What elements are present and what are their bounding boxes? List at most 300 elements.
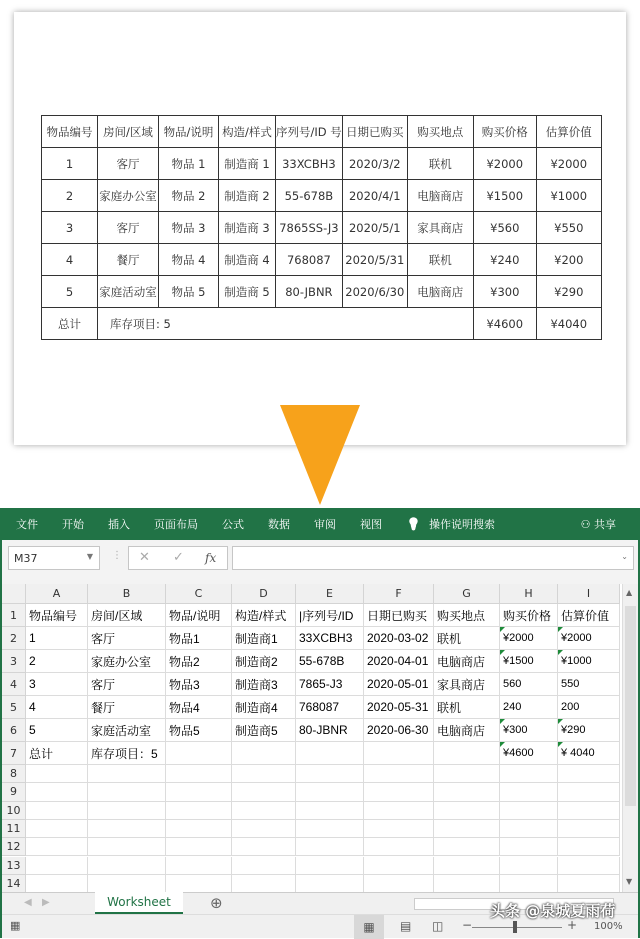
cell-E3[interactable]: [296, 650, 364, 673]
total-value: ¥4040: [536, 308, 601, 340]
cell-B13[interactable]: [88, 857, 166, 875]
total-row: [42, 308, 602, 340]
error-indicator-icon: [500, 742, 505, 747]
column-header-C[interactable]: C: [166, 584, 232, 604]
cell-E5[interactable]: [296, 696, 364, 719]
excel-window: [0, 508, 640, 938]
error-indicator-icon: [558, 627, 563, 632]
cell-A2[interactable]: [26, 627, 88, 650]
cell-E10[interactable]: [296, 802, 364, 820]
cell-G11[interactable]: [434, 820, 500, 838]
cell-I9[interactable]: [558, 783, 620, 801]
cell-D6[interactable]: [232, 719, 296, 742]
table-cell: 制造商 3: [219, 212, 276, 244]
zoom-level: 100%: [594, 921, 623, 932]
table-cell: ¥240: [473, 244, 536, 276]
cell-F12[interactable]: [364, 838, 434, 856]
cell-value: 制造商4: [235, 700, 278, 715]
cell-D10[interactable]: [232, 802, 296, 820]
table-cell: 电脑商店: [407, 276, 473, 308]
cell-value: 家庭办公室: [91, 654, 152, 669]
cell-B14[interactable]: [88, 875, 166, 893]
column-header: 构造/样式: [219, 116, 276, 148]
column-header: 估算价值: [536, 116, 601, 148]
cell-C7[interactable]: [166, 742, 232, 765]
cell-value: 5: [29, 723, 36, 737]
cell-A9[interactable]: [26, 783, 88, 801]
column-header: 购买地点: [407, 116, 473, 148]
column-header: 房间/区域: [98, 116, 159, 148]
cell-D14[interactable]: [232, 875, 296, 893]
table-cell: ¥550: [536, 212, 601, 244]
cell-C11[interactable]: [166, 820, 232, 838]
table-cell: ¥290: [536, 276, 601, 308]
cell-H12[interactable]: [500, 838, 558, 856]
document-preview: [14, 12, 626, 445]
cell-value: 物品3: [169, 677, 200, 692]
cell-I5[interactable]: [558, 696, 620, 719]
cell-value: 物品1: [169, 631, 200, 646]
cell-F9[interactable]: [364, 783, 434, 801]
cell-E9[interactable]: [296, 783, 364, 801]
cell-F7[interactable]: [364, 742, 434, 765]
cell-E6[interactable]: [296, 719, 364, 742]
cell-G6[interactable]: [434, 719, 500, 742]
row-header-7[interactable]: 7: [2, 742, 26, 765]
watermark: 头条 @泉城夏雨荷: [490, 902, 616, 920]
cell-value: 2020-05-31: [367, 700, 429, 714]
column-header: 购买价格: [473, 116, 536, 148]
table-cell: ¥1000: [536, 180, 601, 212]
cell-H4[interactable]: [500, 673, 558, 696]
add-sheet-icon[interactable]: ⊕: [210, 894, 223, 912]
row-header-5[interactable]: 5: [2, 696, 26, 719]
error-indicator-icon: [500, 650, 505, 655]
cell-value: 制造商2: [235, 654, 278, 669]
cell-value: 库存项目：5: [91, 746, 158, 761]
cell-G14[interactable]: [434, 875, 500, 893]
ribbon-tab[interactable]: 审阅: [314, 518, 336, 531]
zoom-in-icon[interactable]: +: [567, 918, 578, 932]
table-cell: 家庭活动室: [98, 276, 159, 308]
normal-view-icon[interactable]: ▦: [354, 915, 384, 939]
cell-C14[interactable]: [166, 875, 232, 893]
cell-E8[interactable]: [296, 765, 364, 783]
cell-value: 768087: [299, 700, 340, 714]
cell-F8[interactable]: [364, 765, 434, 783]
column-header: 序列号/ID 号: [276, 116, 343, 148]
column-header-F[interactable]: F: [364, 584, 434, 604]
table-row: [42, 276, 602, 308]
cell-B5[interactable]: [88, 696, 166, 719]
lightbulb-icon[interactable]: 💡: [406, 517, 421, 531]
cell-C6[interactable]: [166, 719, 232, 742]
table-cell: 2020/4/1: [342, 180, 407, 212]
cell-H11[interactable]: [500, 820, 558, 838]
cell-G5[interactable]: [434, 696, 500, 719]
cell-E7[interactable]: [296, 742, 364, 765]
cell-D4[interactable]: [232, 673, 296, 696]
column-header-D[interactable]: D: [232, 584, 296, 604]
cell-B10[interactable]: [88, 802, 166, 820]
cell-B11[interactable]: [88, 820, 166, 838]
table-row: [42, 212, 602, 244]
cell-I7[interactable]: [558, 742, 620, 765]
cell-value: ¥1500: [503, 655, 534, 667]
cell-A13[interactable]: [26, 857, 88, 875]
cell-value: 家具商店: [437, 677, 486, 692]
cell-value: ¥1000: [561, 655, 592, 667]
cell-A3[interactable]: [26, 650, 88, 673]
cell-D9[interactable]: [232, 783, 296, 801]
cell-I11[interactable]: [558, 820, 620, 838]
cell-value: 家庭活动室: [91, 723, 152, 738]
table-cell: ¥2000: [536, 148, 601, 180]
cell-C8[interactable]: [166, 765, 232, 783]
column-header-G[interactable]: G: [434, 584, 500, 604]
cell-A4[interactable]: [26, 673, 88, 696]
row-header-8[interactable]: 8: [2, 765, 26, 783]
row-header-10[interactable]: 10: [2, 802, 26, 820]
cell-F2[interactable]: [364, 627, 434, 650]
scroll-down-icon[interactable]: ▼: [626, 877, 633, 886]
cell-G8[interactable]: [434, 765, 500, 783]
cell-C1[interactable]: [166, 604, 232, 627]
table-cell: 2: [42, 180, 98, 212]
cell-D7[interactable]: [232, 742, 296, 765]
row-header-12[interactable]: 12: [2, 838, 26, 856]
cell-I12[interactable]: [558, 838, 620, 856]
table-cell: 33XCBH3: [276, 148, 343, 180]
cancel-icon[interactable]: ✕: [139, 550, 150, 565]
scroll-thumb[interactable]: [625, 606, 636, 806]
cell-F6[interactable]: [364, 719, 434, 742]
cell-C2[interactable]: [166, 627, 232, 650]
cell-F14[interactable]: [364, 875, 434, 893]
cell-H9[interactable]: [500, 783, 558, 801]
cell-D8[interactable]: [232, 765, 296, 783]
table-cell: 55-678B: [276, 180, 343, 212]
cell-F11[interactable]: [364, 820, 434, 838]
table-cell: 768087: [276, 244, 343, 276]
zoom-slider-thumb[interactable]: [513, 921, 517, 933]
table-cell: 联机: [407, 244, 473, 276]
cell-I2[interactable]: [558, 627, 620, 650]
cell-B7[interactable]: [88, 742, 166, 765]
cell-E13[interactable]: [296, 857, 364, 875]
cell-value: ¥2000: [561, 632, 592, 644]
cell-I1[interactable]: [558, 604, 620, 627]
cell-D3[interactable]: [232, 650, 296, 673]
cell-G9[interactable]: [434, 783, 500, 801]
formula-input[interactable]: [232, 546, 634, 570]
cell-G13[interactable]: [434, 857, 500, 875]
formula-buttons: [128, 546, 228, 570]
cell-value: 构造/样式: [235, 608, 287, 623]
cell-I3[interactable]: [558, 650, 620, 673]
cell-D13[interactable]: [232, 857, 296, 875]
select-all-corner[interactable]: [2, 584, 26, 604]
cell-H1[interactable]: [500, 604, 558, 627]
cell-value: 制造商5: [235, 723, 278, 738]
zoom-out-icon[interactable]: −: [462, 918, 473, 932]
table-cell: 物品 3: [159, 212, 219, 244]
table-cell: 制造商 5: [219, 276, 276, 308]
ribbon-tab[interactable]: 插入: [108, 518, 130, 531]
cell-D11[interactable]: [232, 820, 296, 838]
table-cell: 制造商 4: [219, 244, 276, 276]
cell-H6[interactable]: [500, 719, 558, 742]
cell-E12[interactable]: [296, 838, 364, 856]
cell-C3[interactable]: [166, 650, 232, 673]
cell-C12[interactable]: [166, 838, 232, 856]
cell-A6[interactable]: [26, 719, 88, 742]
cell-value: 餐厅: [91, 700, 116, 715]
cell-value: 物品/说明: [169, 608, 221, 623]
cell-value: 2020-04-01: [367, 654, 429, 668]
column-header-A[interactable]: A: [26, 584, 88, 604]
cell-value: 联机: [437, 700, 462, 715]
ribbon-tab[interactable]: 数据: [268, 518, 290, 531]
cell-value: 80-JBNR: [299, 723, 348, 737]
chevron-down-icon[interactable]: ▼: [86, 552, 93, 561]
row-header-3[interactable]: 3: [2, 650, 26, 673]
ribbon-tab[interactable]: 开始: [62, 518, 84, 531]
person-icon: ⚇: [580, 518, 594, 531]
cell-H3[interactable]: [500, 650, 558, 673]
table-cell: ¥1500: [473, 180, 536, 212]
table-cell: 制造商 2: [219, 180, 276, 212]
cell-H14[interactable]: [500, 875, 558, 893]
table-cell: 客厅: [98, 148, 159, 180]
cell-I6[interactable]: [558, 719, 620, 742]
table-cell: 7865SS-J3: [276, 212, 343, 244]
cell-A1[interactable]: [26, 604, 88, 627]
sheet-tab-worksheet[interactable]: Worksheet: [95, 892, 183, 914]
cell-H2[interactable]: [500, 627, 558, 650]
cell-D2[interactable]: [232, 627, 296, 650]
cell-C10[interactable]: [166, 802, 232, 820]
row-header-13[interactable]: 13: [2, 857, 26, 875]
cell-value: 2020-06-30: [367, 723, 429, 737]
cell-B8[interactable]: [88, 765, 166, 783]
row-header-14[interactable]: 14: [2, 875, 26, 893]
column-header-H[interactable]: H: [500, 584, 558, 604]
cell-value: 联机: [437, 631, 462, 646]
inventory-table: [41, 115, 602, 340]
cell-E14[interactable]: [296, 875, 364, 893]
total-price: ¥4600: [473, 308, 536, 340]
table-cell: 80-JBNR: [276, 276, 343, 308]
table-cell: 2020/5/31: [342, 244, 407, 276]
cell-value: ¥ 4040: [561, 747, 595, 759]
row-header-9[interactable]: 9: [2, 783, 26, 801]
cell-H8[interactable]: [500, 765, 558, 783]
error-indicator-icon: [558, 719, 563, 724]
cell-I13[interactable]: [558, 857, 620, 875]
cell-value: |序列号/ID: [299, 608, 354, 623]
cell-F5[interactable]: [364, 696, 434, 719]
cell-C5[interactable]: [166, 696, 232, 719]
column-header-I[interactable]: I: [558, 584, 620, 604]
row-header-2[interactable]: 2: [2, 627, 26, 650]
cell-value: ¥2000: [503, 632, 534, 644]
cell-value: 物品4: [169, 700, 200, 715]
ribbon-tab[interactable]: 页面布局: [154, 518, 198, 531]
cell-B12[interactable]: [88, 838, 166, 856]
cell-H10[interactable]: [500, 802, 558, 820]
cell-E11[interactable]: [296, 820, 364, 838]
table-header-row: [42, 116, 602, 148]
page-break-icon[interactable]: ◫: [432, 919, 444, 933]
table-cell: 物品 4: [159, 244, 219, 276]
cell-H5[interactable]: [500, 696, 558, 719]
table-cell: 电脑商店: [407, 180, 473, 212]
cell-C13[interactable]: [166, 857, 232, 875]
cell-E1[interactable]: [296, 604, 364, 627]
cell-B4[interactable]: [88, 673, 166, 696]
cell-G2[interactable]: [434, 627, 500, 650]
cell-H13[interactable]: [500, 857, 558, 875]
expand-icon[interactable]: ⌄: [621, 552, 628, 561]
cell-value: 3: [29, 677, 36, 691]
table-cell: 家具商店: [407, 212, 473, 244]
cell-B3[interactable]: [88, 650, 166, 673]
table-cell: 2020/5/1: [342, 212, 407, 244]
cell-B6[interactable]: [88, 719, 166, 742]
column-header-B[interactable]: B: [88, 584, 166, 604]
cell-G1[interactable]: [434, 604, 500, 627]
check-icon[interactable]: ✓: [173, 550, 184, 565]
cell-value: 物品2: [169, 654, 200, 669]
page-layout-icon[interactable]: ▤: [400, 919, 412, 933]
cell-G7[interactable]: [434, 742, 500, 765]
function-icon[interactable]: fx: [205, 551, 217, 565]
cell-B2[interactable]: [88, 627, 166, 650]
cell-value: 日期已购买: [367, 608, 428, 623]
next-sheet-icon[interactable]: ▶: [42, 897, 50, 908]
cell-C9[interactable]: [166, 783, 232, 801]
cell-value: ¥290: [561, 724, 586, 736]
table-cell: 制造商 1: [219, 148, 276, 180]
cell-value: 客厅: [91, 631, 116, 646]
cell-value: 购买地点: [437, 608, 486, 623]
cell-F4[interactable]: [364, 673, 434, 696]
cell-A7[interactable]: [26, 742, 88, 765]
down-arrow-icon: [280, 405, 360, 505]
cell-value: 2020-03-02: [367, 631, 429, 645]
row-header-4[interactable]: 4: [2, 673, 26, 696]
cell-value: 物品5: [169, 723, 200, 738]
cell-value: 4: [29, 700, 36, 714]
cell-F3[interactable]: [364, 650, 434, 673]
ribbon-tab[interactable]: 文件: [16, 518, 38, 531]
cell-E4[interactable]: [296, 673, 364, 696]
cell-value: 电脑商店: [437, 654, 486, 669]
cell-value: 总计: [29, 746, 54, 761]
cell-G12[interactable]: [434, 838, 500, 856]
cell-I14[interactable]: [558, 875, 620, 893]
drag-handle-icon[interactable]: ⋮: [112, 550, 122, 561]
row-header-11[interactable]: 11: [2, 820, 26, 838]
cell-F1[interactable]: [364, 604, 434, 627]
cell-value: 240: [503, 701, 522, 713]
cell-D1[interactable]: [232, 604, 296, 627]
error-indicator-icon: [500, 719, 505, 724]
cell-G10[interactable]: [434, 802, 500, 820]
cell-I8[interactable]: [558, 765, 620, 783]
cell-value: 2: [29, 654, 36, 668]
cell-A11[interactable]: [26, 820, 88, 838]
macro-icon[interactable]: ▦: [10, 919, 21, 932]
vertical-scrollbar[interactable]: [622, 584, 638, 892]
ribbon-tab[interactable]: 视图: [360, 518, 382, 531]
table-cell: 1: [42, 148, 98, 180]
ribbon: [2, 508, 638, 540]
prev-sheet-icon[interactable]: ◀: [24, 897, 32, 908]
column-header: 日期已购买: [342, 116, 407, 148]
cell-value: 电脑商店: [437, 723, 486, 738]
cell-value: 1: [29, 631, 36, 645]
share-label: 共享: [594, 518, 616, 531]
ribbon-tab[interactable]: 公式: [222, 518, 244, 531]
cell-B9[interactable]: [88, 783, 166, 801]
column-header-E[interactable]: E: [296, 584, 364, 604]
cell-value: 2020-05-01: [367, 677, 429, 691]
table-cell: 家庭办公室: [98, 180, 159, 212]
cell-value: 物品编号: [29, 608, 78, 623]
cell-D12[interactable]: [232, 838, 296, 856]
cell-H7[interactable]: [500, 742, 558, 765]
cell-value: 33XCBH3: [299, 631, 353, 645]
cell-A10[interactable]: [26, 802, 88, 820]
cell-C4[interactable]: [166, 673, 232, 696]
cell-I4[interactable]: [558, 673, 620, 696]
total-label: 总计: [42, 308, 98, 340]
cell-A12[interactable]: [26, 838, 88, 856]
table-cell: ¥300: [473, 276, 536, 308]
table-cell: 物品 1: [159, 148, 219, 180]
table-cell: ¥200: [536, 244, 601, 276]
name-box[interactable]: [8, 546, 100, 570]
tell-me-search[interactable]: 操作说明搜索: [428, 518, 495, 531]
cell-B1[interactable]: [88, 604, 166, 627]
cell-A14[interactable]: [26, 875, 88, 893]
table-cell: 2020/6/30: [342, 276, 407, 308]
table-cell: 物品 2: [159, 180, 219, 212]
cell-F10[interactable]: [364, 802, 434, 820]
share-button[interactable]: [581, 516, 616, 532]
cell-A8[interactable]: [26, 765, 88, 783]
zoom-slider[interactable]: [472, 927, 562, 928]
row-header-1[interactable]: 1: [2, 604, 26, 627]
cell-F13[interactable]: [364, 857, 434, 875]
table-row: [42, 148, 602, 180]
cell-D5[interactable]: [232, 696, 296, 719]
cell-value: ¥4600: [503, 747, 534, 759]
row-header-6[interactable]: 6: [2, 719, 26, 742]
cell-I10[interactable]: [558, 802, 620, 820]
cell-G3[interactable]: [434, 650, 500, 673]
table-cell: 联机: [407, 148, 473, 180]
cell-E2[interactable]: [296, 627, 364, 650]
scroll-up-icon[interactable]: ▲: [626, 588, 633, 597]
cell-value: 购买价格: [503, 608, 552, 623]
cell-A5[interactable]: [26, 696, 88, 719]
table-row: [42, 180, 602, 212]
formula-bar: [2, 540, 638, 584]
cell-G4[interactable]: [434, 673, 500, 696]
